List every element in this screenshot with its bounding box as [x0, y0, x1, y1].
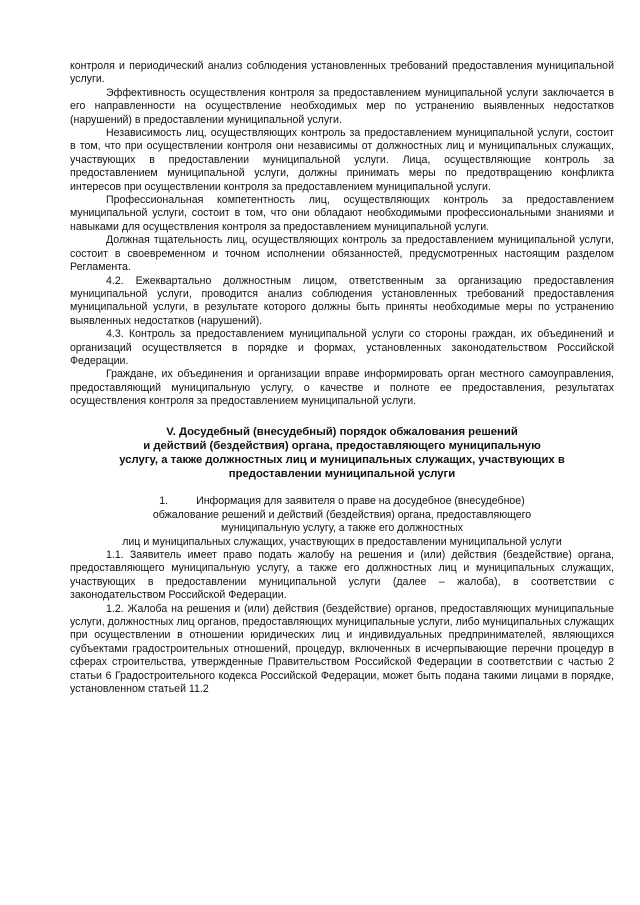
subheading-line: муниципальную услугу, а также его должностных [221, 522, 463, 535]
subheading [70, 495, 614, 549]
document-body [70, 60, 614, 696]
paragraph: 4.2. Ежеквартально должностным лицом, ответственным за организацию предоставления муниципальной услуги, проводится анализ соблюдения установленных требований предоставления муниципальной услуги, в результате которого должны быть приняты необходимые меры по устранению выявленных недостатков (нарушений). [70, 274, 614, 327]
paragraph: 1.2. Жалоба на решения и (или) действия (бездействие) органов, предоставляющих муниципальные услуги, должностных лиц органов, предоставляющих муниципальные услуги, либо муниципальных служащих при осуществлении в отношении юридических лиц и индивидуальных предпринимателей, являющихся субъектами градостроительных отношений, процедур, включенных в исчерпывающие перечни процедур в сферах строительства, утвержденные Правительством Российской Федерации в соответствии с частью 2 статьи 6 Градостроительного кодекса Российской Федерации, может быть подана такими лицами в порядке, установленном статьей 11.2 [70, 602, 614, 696]
subheading-line: лиц и муниципальных служащих, участвующих в предоставлении муниципальной услуги [122, 535, 562, 548]
section-heading-line: и действий (бездействия) органа, предоставляющего муниципальную [143, 439, 541, 452]
paragraph: 4.3. Контроль за предоставлением муниципальной услуги со стороны граждан, их объединений и организаций осуществляется в порядке и формах, установленных законодательством Российской Федерации. [70, 328, 614, 367]
section-heading [70, 425, 614, 482]
paragraph: контроля и периодический анализ соблюдения установленных требований предоставления муниципальной услуги. [70, 60, 614, 86]
paragraph: Независимость лиц, осуществляющих контроль за предоставлением муниципальной услуги, состоит в том, что при осуществлении контроля они независимы от должностных лиц и муниципальных служащих, участвующих в предоставлении муниципальной услуги. Лица, осуществляющие контроль за предоставлением муниципальной услуги, должны принимать меры по предотвращению конфликта интересов при осуществлении контроля за предоставлением муниципальной услуги. [70, 127, 614, 193]
paragraph: Граждане, их объединения и организации вправе информировать орган местного самоуправления, предоставляющий муниципальную услугу, о качестве и полноте ее предоставления, результатах осуществления контроля за предоставлением муниципальной услуги. [70, 368, 614, 408]
subheading-line: обжалование решений и действий (бездействия) органа, предоставляющего [152, 508, 532, 521]
paragraph: Эффективность осуществления контроля за предоставлением муниципальной услуги заключается в его направленности на осуществление необходимых мер по устранению выявленных недостатков (нарушений) в предоставлении муниципальной услуги. [70, 86, 614, 126]
paragraph: 1.1. Заявитель имеет право подать жалобу на решения и (или) действия (бездействие) органа, предоставляющего муниципальную услугу, а также его должностных лиц и муниципальных служащих, участвующих в предоставлении муниципальной услуги (далее – жалоба), в соответствии с законодательством Российской Федерации. [70, 549, 614, 602]
paragraph: Должная тщательность лиц, осуществляющих контроль за предоставлением муниципальной услуги, состоит в своевременном и точном исполнении обязанностей, предусмотренных настоящим разделом Регламента. [70, 234, 614, 274]
section-heading-line: услугу, а также должностных лиц и муниципальных служащих, участвующих в [119, 453, 565, 466]
subheading-number: 1. [159, 495, 169, 508]
section-heading-line: V. Досудебный (внесудебный) порядок обжалования решений [166, 425, 518, 438]
section-gap [70, 409, 614, 425]
paragraph: Профессиональная компетентность лиц, осуществляющих контроль за предоставлением муниципальной услуги, состоит в том, что они обладают необходимыми профессиональными знаниями и навыками для осуществления контроля за предоставлением муниципальной услуги. [70, 194, 614, 233]
subheading-line: Информация для заявителя о праве на досудебное (внесудебное) [196, 495, 525, 508]
section-heading-line: предоставлении муниципальной услуги [228, 468, 456, 481]
section-gap [70, 481, 614, 495]
